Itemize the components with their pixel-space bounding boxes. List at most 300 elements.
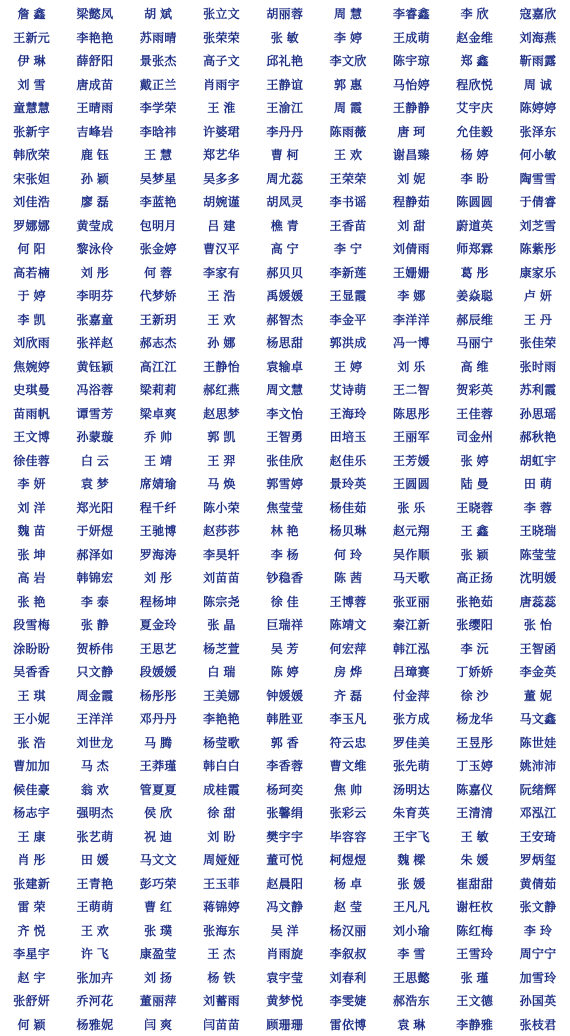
- roster-name: 王 鑫: [443, 522, 506, 539]
- roster-row: [0, 237, 507, 261]
- roster-name: 王晓瑞: [506, 522, 569, 539]
- roster-name: 吴多多: [190, 170, 253, 187]
- roster-name: 管夏夏: [127, 781, 190, 798]
- roster-name: 陆 曼: [443, 475, 506, 492]
- roster-name: 乔 帅: [127, 428, 190, 445]
- roster-name: 王圆圆: [380, 475, 443, 492]
- roster-name: 张新宇: [0, 123, 63, 140]
- roster-row: [0, 355, 507, 379]
- roster-name: 董 妮: [506, 687, 569, 704]
- roster-row: [0, 96, 507, 120]
- roster-name: 张 敏: [253, 29, 316, 46]
- roster-name: 许婆珺: [190, 123, 253, 140]
- roster-name: 王 丹: [506, 311, 569, 328]
- roster-name: 郝志杰: [127, 334, 190, 351]
- roster-name: 张彩云: [316, 804, 379, 821]
- roster-name: 周娅娅: [190, 851, 253, 868]
- roster-name: 袁 琳: [380, 1016, 443, 1033]
- roster-name: 张先萌: [380, 757, 443, 774]
- roster-name: 李蓝艳: [127, 193, 190, 210]
- roster-name: 王博蓉: [316, 593, 379, 610]
- roster-name: 李香蓉: [253, 757, 316, 774]
- roster-name: 强明杰: [63, 804, 126, 821]
- roster-name: 秦江新: [380, 616, 443, 633]
- roster-name: 赵 宇: [0, 969, 63, 986]
- roster-name: 闫 爽: [127, 1016, 190, 1033]
- roster-name: 卢 妍: [506, 287, 569, 304]
- roster-name: 翁 欢: [63, 781, 126, 798]
- roster-name: 高 岩: [0, 569, 63, 586]
- roster-name: 郝智杰: [253, 311, 316, 328]
- roster-name: 代梦娇: [127, 287, 190, 304]
- roster-row: [0, 26, 507, 50]
- roster-name: 王莽瑾: [127, 757, 190, 774]
- roster-row: [0, 966, 507, 990]
- roster-name: 胡 斌: [127, 5, 190, 22]
- roster-name: 陈宇琼: [380, 52, 443, 69]
- roster-name: 梁懿凤: [63, 5, 126, 22]
- roster-name: 杨莹歌: [190, 734, 253, 751]
- roster-name: 禹媛媛: [253, 287, 316, 304]
- roster-name: 蒋锦婷: [190, 898, 253, 915]
- roster-name: 王洋洋: [63, 710, 126, 727]
- roster-name: 葛 彤: [443, 264, 506, 281]
- roster-row: [0, 731, 507, 755]
- roster-name: 王荣荣: [316, 170, 379, 187]
- roster-name: 杨贝琳: [316, 522, 379, 539]
- roster-name: 王雪玲: [443, 945, 506, 962]
- roster-row: [0, 496, 507, 520]
- roster-name: 张缨阳: [443, 616, 506, 633]
- roster-name: 刘芝雪: [506, 217, 569, 234]
- roster-name: 杨思甜: [253, 334, 316, 351]
- roster-name: 吕璋赛: [380, 663, 443, 680]
- roster-name: 赵佳乐: [316, 452, 379, 469]
- roster-row: [0, 942, 507, 966]
- roster-name: 陈雨薇: [316, 123, 379, 140]
- roster-name: 郝贝贝: [253, 264, 316, 281]
- roster-name: 韩江泓: [380, 640, 443, 657]
- roster-name: 韩胜亚: [253, 710, 316, 727]
- roster-name: 周 霞: [316, 99, 379, 116]
- roster-name: 于倩睿: [506, 193, 569, 210]
- roster-name: 李 婷: [316, 29, 379, 46]
- roster-name: 贺彩英: [443, 381, 506, 398]
- roster-name: 詹 鑫: [0, 5, 63, 22]
- roster-name: 史琪曼: [0, 381, 63, 398]
- roster-name: 徐 甜: [190, 804, 253, 821]
- roster-name: 李静雅: [443, 1016, 506, 1033]
- roster-name: 林 艳: [253, 522, 316, 539]
- roster-name: 黎泳伶: [63, 240, 126, 257]
- roster-name: 侯 欣: [127, 804, 190, 821]
- roster-name: 伊 琳: [0, 52, 63, 69]
- roster-name: 王 慧: [127, 146, 190, 163]
- roster-name: 王姗姗: [380, 264, 443, 281]
- roster-row: [0, 848, 507, 872]
- roster-name: 王驰博: [127, 522, 190, 539]
- roster-name: 冯一博: [380, 334, 443, 351]
- roster-name: 马天歌: [380, 569, 443, 586]
- roster-row: [0, 754, 507, 778]
- roster-name: 张 媛: [380, 875, 443, 892]
- roster-name: 高子文: [190, 52, 253, 69]
- roster-row: [0, 214, 507, 238]
- roster-name: 焦婉婷: [0, 358, 63, 375]
- roster-name: 郝秋艳: [506, 428, 569, 445]
- roster-name: 邓泓江: [506, 804, 569, 821]
- roster-name: 董可悦: [253, 851, 316, 868]
- roster-name: 高若楠: [0, 264, 63, 281]
- roster-name: 张亚丽: [380, 593, 443, 610]
- roster-name: 齐 悦: [0, 922, 63, 939]
- roster-name: 刘 乐: [380, 358, 443, 375]
- roster-row: [0, 919, 507, 943]
- roster-name: 李 凯: [0, 311, 63, 328]
- roster-name: 陈莹莹: [506, 546, 569, 563]
- roster-name: 房 烨: [316, 663, 379, 680]
- roster-name: 童慧慧: [0, 99, 63, 116]
- roster-name: 李 妍: [0, 475, 63, 492]
- roster-name: 郭 凯: [190, 428, 253, 445]
- roster-name: 王静谊: [253, 76, 316, 93]
- roster-name: 陈 茜: [316, 569, 379, 586]
- roster-name: 王小妮: [0, 710, 63, 727]
- roster-row: [0, 895, 507, 919]
- roster-name: 刘 彤: [127, 569, 190, 586]
- roster-name: 魏 苗: [0, 522, 63, 539]
- roster-name: 胡婉谨: [190, 193, 253, 210]
- roster-name: 钟媛媛: [253, 687, 316, 704]
- roster-name: 马丽宁: [443, 334, 506, 351]
- roster-name: 彭巧荣: [127, 875, 190, 892]
- roster-name: 高正扬: [443, 569, 506, 586]
- roster-name: 刘 妮: [380, 170, 443, 187]
- roster-name: 李 杨: [253, 546, 316, 563]
- roster-name: 王成萌: [380, 29, 443, 46]
- roster-name: 吕 建: [190, 217, 253, 234]
- roster-name: 刘 盼: [190, 828, 253, 845]
- roster-name: 冯文静: [253, 898, 316, 915]
- roster-name: 寇嘉欣: [506, 5, 569, 22]
- roster-row: [0, 660, 507, 684]
- roster-name: 王凡凡: [380, 898, 443, 915]
- roster-name: 周尤蕊: [253, 170, 316, 187]
- roster-name: 肖雨旋: [253, 945, 316, 962]
- roster-name: 张 颖: [443, 546, 506, 563]
- roster-name: 张祥赵: [63, 334, 126, 351]
- roster-name: 郑 鑫: [443, 52, 506, 69]
- roster-name: 白 瑞: [190, 663, 253, 680]
- roster-name: 周 诚: [506, 76, 569, 93]
- roster-name: 黄莹成: [63, 217, 126, 234]
- roster-name: 韩锦宏: [63, 569, 126, 586]
- roster-name: 李晗祎: [127, 123, 190, 140]
- roster-name: 谭雪芳: [63, 405, 126, 422]
- roster-name: 孙 颖: [63, 170, 126, 187]
- roster-row: [0, 120, 507, 144]
- roster-name: 刘世龙: [63, 734, 126, 751]
- roster-name: 师郑霖: [443, 240, 506, 257]
- roster-name: 陈婷婷: [506, 99, 569, 116]
- roster-name: 李睿鑫: [380, 5, 443, 22]
- roster-name: 杨彤彤: [127, 687, 190, 704]
- roster-name: 樊宇宇: [253, 828, 316, 845]
- roster-name: 白 云: [63, 452, 126, 469]
- roster-name: 毕容容: [316, 828, 379, 845]
- roster-name: 魏 樑: [380, 851, 443, 868]
- roster-name: 何 颖: [0, 1016, 63, 1033]
- roster-name: 陈世娃: [506, 734, 569, 751]
- roster-name: 王晴雨: [63, 99, 126, 116]
- roster-name: 何 阳: [0, 240, 63, 257]
- roster-name: 李星宇: [0, 945, 63, 962]
- roster-name: 朱育英: [380, 804, 443, 821]
- roster-name: 丁娇娇: [443, 663, 506, 680]
- roster-name: 张 静: [63, 616, 126, 633]
- roster-name: 钞稳香: [253, 569, 316, 586]
- roster-name: 吴作顺: [380, 546, 443, 563]
- roster-name: 靳雨露: [506, 52, 569, 69]
- roster-name: 罗海涛: [127, 546, 190, 563]
- roster-name: 程杨坤: [127, 593, 190, 610]
- roster-name: 王玉菲: [190, 875, 253, 892]
- roster-row: [0, 73, 507, 97]
- roster-row: [0, 590, 507, 614]
- roster-name: 吴香香: [0, 663, 63, 680]
- roster-name: 王静怡: [190, 358, 253, 375]
- roster-name: 李书谣: [316, 193, 379, 210]
- roster-name: 李文欣: [316, 52, 379, 69]
- roster-name: 王 淮: [190, 99, 253, 116]
- roster-name: 吴 芳: [253, 640, 316, 657]
- roster-name: 刘 扬: [127, 969, 190, 986]
- roster-name: 雷 荣: [0, 898, 63, 915]
- roster-name: 朱 媛: [443, 851, 506, 868]
- roster-name: 程静茹: [380, 193, 443, 210]
- roster-name: 雷依博: [316, 1016, 379, 1033]
- roster-name: 李丹丹: [253, 123, 316, 140]
- roster-name: 薛舒阳: [63, 52, 126, 69]
- roster-name: 张 怡: [506, 616, 569, 633]
- roster-name: 张佳欣: [253, 452, 316, 469]
- roster-name: 王智函: [506, 640, 569, 657]
- roster-name: 陶雪雪: [506, 170, 569, 187]
- roster-name: 吴 洋: [253, 922, 316, 939]
- roster-row: [0, 167, 507, 191]
- roster-name: 王 羿: [190, 452, 253, 469]
- roster-name: 陈紫彤: [506, 240, 569, 257]
- roster-name: 刘佳浩: [0, 193, 63, 210]
- roster-name: 陈 婷: [253, 663, 316, 680]
- roster-row: [0, 143, 507, 167]
- roster-name: 张海东: [190, 922, 253, 939]
- roster-row: [0, 261, 507, 285]
- roster-name: 艾宇庆: [443, 99, 506, 116]
- roster-name: 王美娜: [190, 687, 253, 704]
- roster-row: [0, 872, 507, 896]
- roster-name: 刘 洋: [0, 499, 63, 516]
- roster-name: 王宇飞: [380, 828, 443, 845]
- roster-name: 赵思梦: [190, 405, 253, 422]
- roster-name: 王新元: [0, 29, 63, 46]
- roster-name: 王 欢: [316, 146, 379, 163]
- roster-name: 李 泰: [63, 593, 126, 610]
- roster-name: 李 玲: [506, 922, 569, 939]
- roster-name: 许 飞: [63, 945, 126, 962]
- roster-name: 何宏萍: [316, 640, 379, 657]
- roster-name: 杨芝萱: [190, 640, 253, 657]
- roster-name: 王渝江: [253, 99, 316, 116]
- roster-name: 赵 莹: [316, 898, 379, 915]
- roster-name: 张立文: [190, 5, 253, 22]
- roster-name: 李家有: [190, 264, 253, 281]
- roster-name: 李 欣: [443, 5, 506, 22]
- roster-name: 姚沛沛: [506, 757, 569, 774]
- roster-name: 曹 红: [127, 898, 190, 915]
- roster-name: 马文文: [127, 851, 190, 868]
- roster-name: 王二智: [380, 381, 443, 398]
- roster-name: 宋张妲: [0, 170, 63, 187]
- roster-name: 戴正兰: [127, 76, 190, 93]
- roster-name: 张金婷: [127, 240, 190, 257]
- roster-name: 段雪梅: [0, 616, 63, 633]
- roster-row: [0, 190, 507, 214]
- roster-name: 韩欣荣: [0, 146, 63, 163]
- roster-name: 谢昌臻: [380, 146, 443, 163]
- roster-name: 刘春利: [316, 969, 379, 986]
- roster-name: 张艺萌: [63, 828, 126, 845]
- roster-name: 李文怡: [253, 405, 316, 422]
- roster-name: 黄梦悦: [253, 992, 316, 1009]
- roster-name: 杨 婷: [443, 146, 506, 163]
- roster-name: 康家乐: [506, 264, 569, 281]
- roster-name: 张文静: [506, 898, 569, 915]
- roster-name: 刘 甜: [380, 217, 443, 234]
- roster-name: 孙思瑶: [506, 405, 569, 422]
- roster-name: 王显霞: [316, 287, 379, 304]
- roster-name: 陈小荣: [190, 499, 253, 516]
- roster-name: 王海玲: [316, 405, 379, 422]
- roster-name: 郝泽如: [63, 546, 126, 563]
- roster-name: 廖 磊: [63, 193, 126, 210]
- roster-name: 王思懿: [380, 969, 443, 986]
- roster-name: 张 璞: [127, 922, 190, 939]
- roster-name: 张馨绢: [253, 804, 316, 821]
- roster-name: 胡虹宇: [506, 452, 569, 469]
- roster-name: 王 欢: [63, 922, 126, 939]
- roster-name: 张 婷: [443, 452, 506, 469]
- roster-name: 何 玲: [316, 546, 379, 563]
- roster-name: 王佳蓉: [443, 405, 506, 422]
- roster-name: 郑光阳: [63, 499, 126, 516]
- roster-name: 苗雨帆: [0, 405, 63, 422]
- roster-row: [0, 566, 507, 590]
- roster-name: 王 婷: [316, 358, 379, 375]
- roster-name: 杨志宇: [0, 804, 63, 821]
- roster-row: [0, 449, 507, 473]
- roster-name: 罗炳玺: [506, 851, 569, 868]
- roster-row: [0, 284, 507, 308]
- roster-name: 齐 磊: [316, 687, 379, 704]
- roster-name: 曹 柯: [253, 146, 316, 163]
- roster-name: 郝浩东: [380, 992, 443, 1009]
- roster-name: 唐成苗: [63, 76, 126, 93]
- roster-name: 蔚道英: [443, 217, 506, 234]
- roster-name: 刘蓄雨: [190, 992, 253, 1009]
- roster-name: 郝红燕: [190, 381, 253, 398]
- roster-name: 马 腾: [127, 734, 190, 751]
- roster-name: 周金霞: [63, 687, 126, 704]
- roster-row: [0, 2, 507, 26]
- roster-name: 沈明媛: [506, 569, 569, 586]
- roster-name: 张泽东: [506, 123, 569, 140]
- roster-name: 谢枉枚: [443, 898, 506, 915]
- roster-name: 曹加加: [0, 757, 63, 774]
- roster-name: 赵晨阳: [253, 875, 316, 892]
- roster-name: 王芳媛: [380, 452, 443, 469]
- roster-name: 袁宇莹: [253, 969, 316, 986]
- roster-row: [0, 1013, 507, 1036]
- roster-row: [0, 519, 507, 543]
- roster-name: 田 萌: [506, 475, 569, 492]
- roster-row: [0, 402, 507, 426]
- roster-name: 赵元翔: [380, 522, 443, 539]
- roster-name: 祝 迪: [127, 828, 190, 845]
- roster-name: 王青艳: [63, 875, 126, 892]
- roster-name: 李艳艳: [190, 710, 253, 727]
- roster-name: 冯浴蓉: [63, 381, 126, 398]
- roster-name: 李艳艳: [63, 29, 126, 46]
- roster-name: 徐佳蓉: [0, 452, 63, 469]
- roster-name: 樵 青: [253, 217, 316, 234]
- roster-name: 李雯婕: [316, 992, 379, 1009]
- roster-row: [0, 684, 507, 708]
- roster-name: 巨瑞祥: [253, 616, 316, 633]
- roster-name: 丁玉婷: [443, 757, 506, 774]
- roster-name: 候佳豪: [0, 781, 63, 798]
- roster-name: 张 晶: [190, 616, 253, 633]
- roster-name: 杨珂奕: [253, 781, 316, 798]
- roster-name: 李明芬: [63, 287, 126, 304]
- roster-name: 陈靖文: [316, 616, 379, 633]
- roster-name: 王智勇: [253, 428, 316, 445]
- roster-name: 姜焱聪: [443, 287, 506, 304]
- roster-row: [0, 331, 507, 355]
- roster-name: 周文慧: [253, 381, 316, 398]
- roster-name: 唐蕊蕊: [506, 593, 569, 610]
- roster-name: 王文博: [0, 428, 63, 445]
- roster-name: 允佳毅: [443, 123, 506, 140]
- roster-name: 苏利霞: [506, 381, 569, 398]
- roster-name: 王新玥: [127, 311, 190, 328]
- roster-name: 唐 珂: [380, 123, 443, 140]
- roster-name: 柯煜煜: [316, 851, 379, 868]
- roster-name: 李叙叔: [316, 945, 379, 962]
- roster-name: 李 宁: [316, 240, 379, 257]
- roster-name: 包明月: [127, 217, 190, 234]
- roster-name: 刘倩雨: [380, 240, 443, 257]
- roster-name: 赵莎莎: [190, 522, 253, 539]
- roster-row: [0, 989, 507, 1013]
- roster-name: 乔河花: [63, 992, 126, 1009]
- roster-name: 李玉凡: [316, 710, 379, 727]
- roster-name: 艾诗萌: [316, 381, 379, 398]
- roster-row: [0, 707, 507, 731]
- roster-name: 马 焕: [190, 475, 253, 492]
- roster-name: 段媛媛: [127, 663, 190, 680]
- roster-name: 程千纤: [127, 499, 190, 516]
